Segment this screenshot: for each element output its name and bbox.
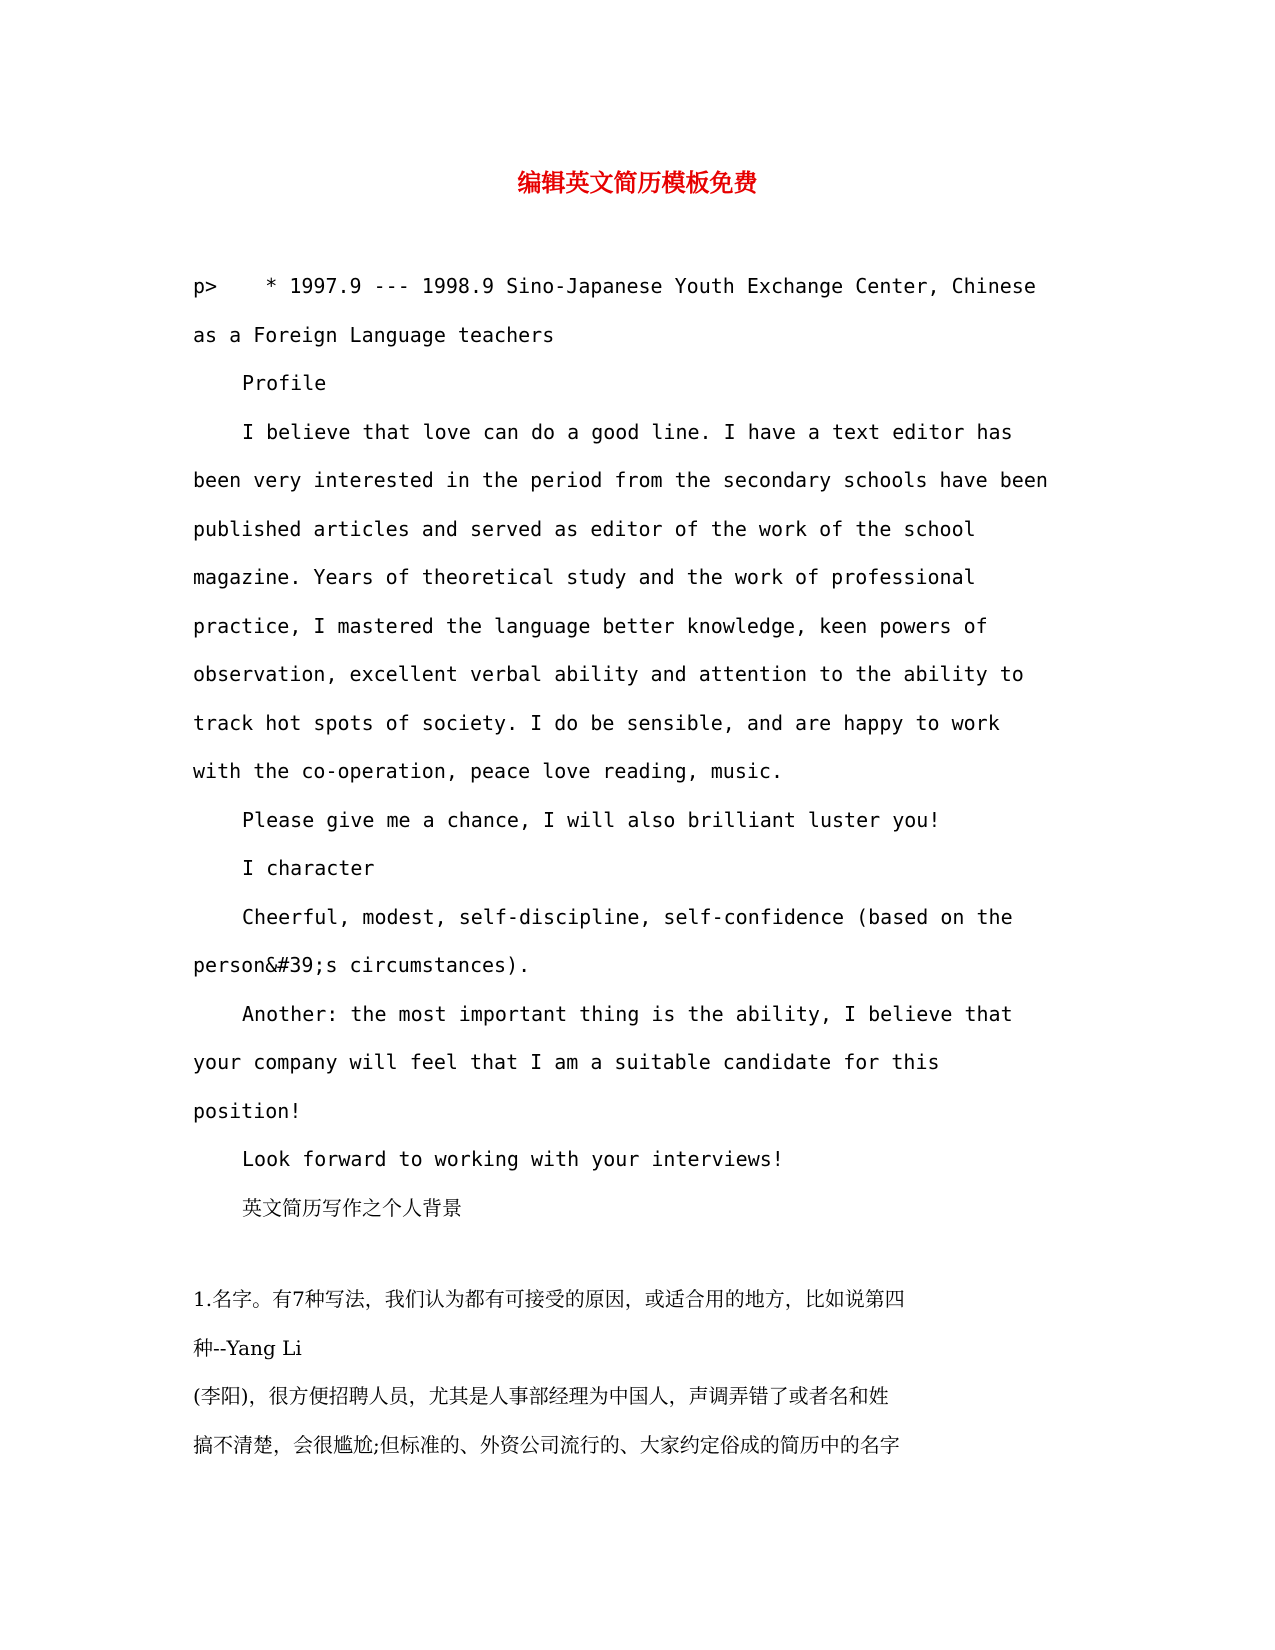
text-line: track hot spots of society. I do be sensible, and are happy to work [193, 710, 1000, 735]
text-line: position! [193, 1098, 302, 1123]
paragraph-gap [193, 1232, 1083, 1275]
text-line: practice, I mastered the language better knowledge, keen powers of [193, 613, 988, 638]
text-line: Cheerful, modest, self-discipline, self-confidence (based on the [242, 904, 1013, 929]
text-line: as a Foreign Language teachers [193, 322, 555, 347]
text-line: Another: the most important thing is the ability, I believe that [242, 1001, 1013, 1026]
text-line: I believe that love can do a good line. I have a text editor has [242, 419, 1013, 444]
text-line: 1.名字。有7种写法，我们认为都有可接受的原因，或适合用的地方，比如说第四 [193, 1287, 905, 1311]
text-line: published articles and served as editor of the work of the school [193, 516, 976, 541]
text-line: magazine. Years of theoretical study and the work of professional [193, 565, 976, 589]
section-heading-profile: Profile [242, 371, 327, 395]
text-line: p> * 1997.9 --- 1998.9 Sino-Japanese Youth Exchange Center, Chinese [193, 274, 1036, 298]
text-line: Look forward to working with your interviews! [242, 1147, 784, 1171]
text-line: 搞不清楚，会很尴尬;但标准的、外资公司流行的、大家约定俗成的简历中的名字 [193, 1432, 900, 1457]
text-line: your company will feel that I am a suitable candidate for this [193, 1050, 940, 1074]
text-line: person&#39;s circumstances). [193, 953, 531, 977]
document-body [193, 262, 1083, 1469]
text-line: (李阳)，很方便招聘人员，尤其是人事部经理为中国人，声调弄错了或者名和姓 [193, 1384, 889, 1408]
document-title: 编辑英文简历模板免费 [517, 168, 758, 197]
text-line: with the co-operation, peace love reading, music. [193, 759, 784, 783]
text-line: 种--Yang Li [193, 1335, 302, 1360]
text-line: observation, excellent verbal ability and attention to the ability to [193, 662, 1024, 686]
section-heading-character: I character [242, 856, 375, 880]
section-heading-personal-background: 英文简历写作之个人背景 [242, 1195, 462, 1220]
text-line: been very interested in the period from the secondary schools have been [193, 468, 1048, 492]
text-line: Please give me a chance, I will also brilliant luster you! [242, 807, 941, 832]
